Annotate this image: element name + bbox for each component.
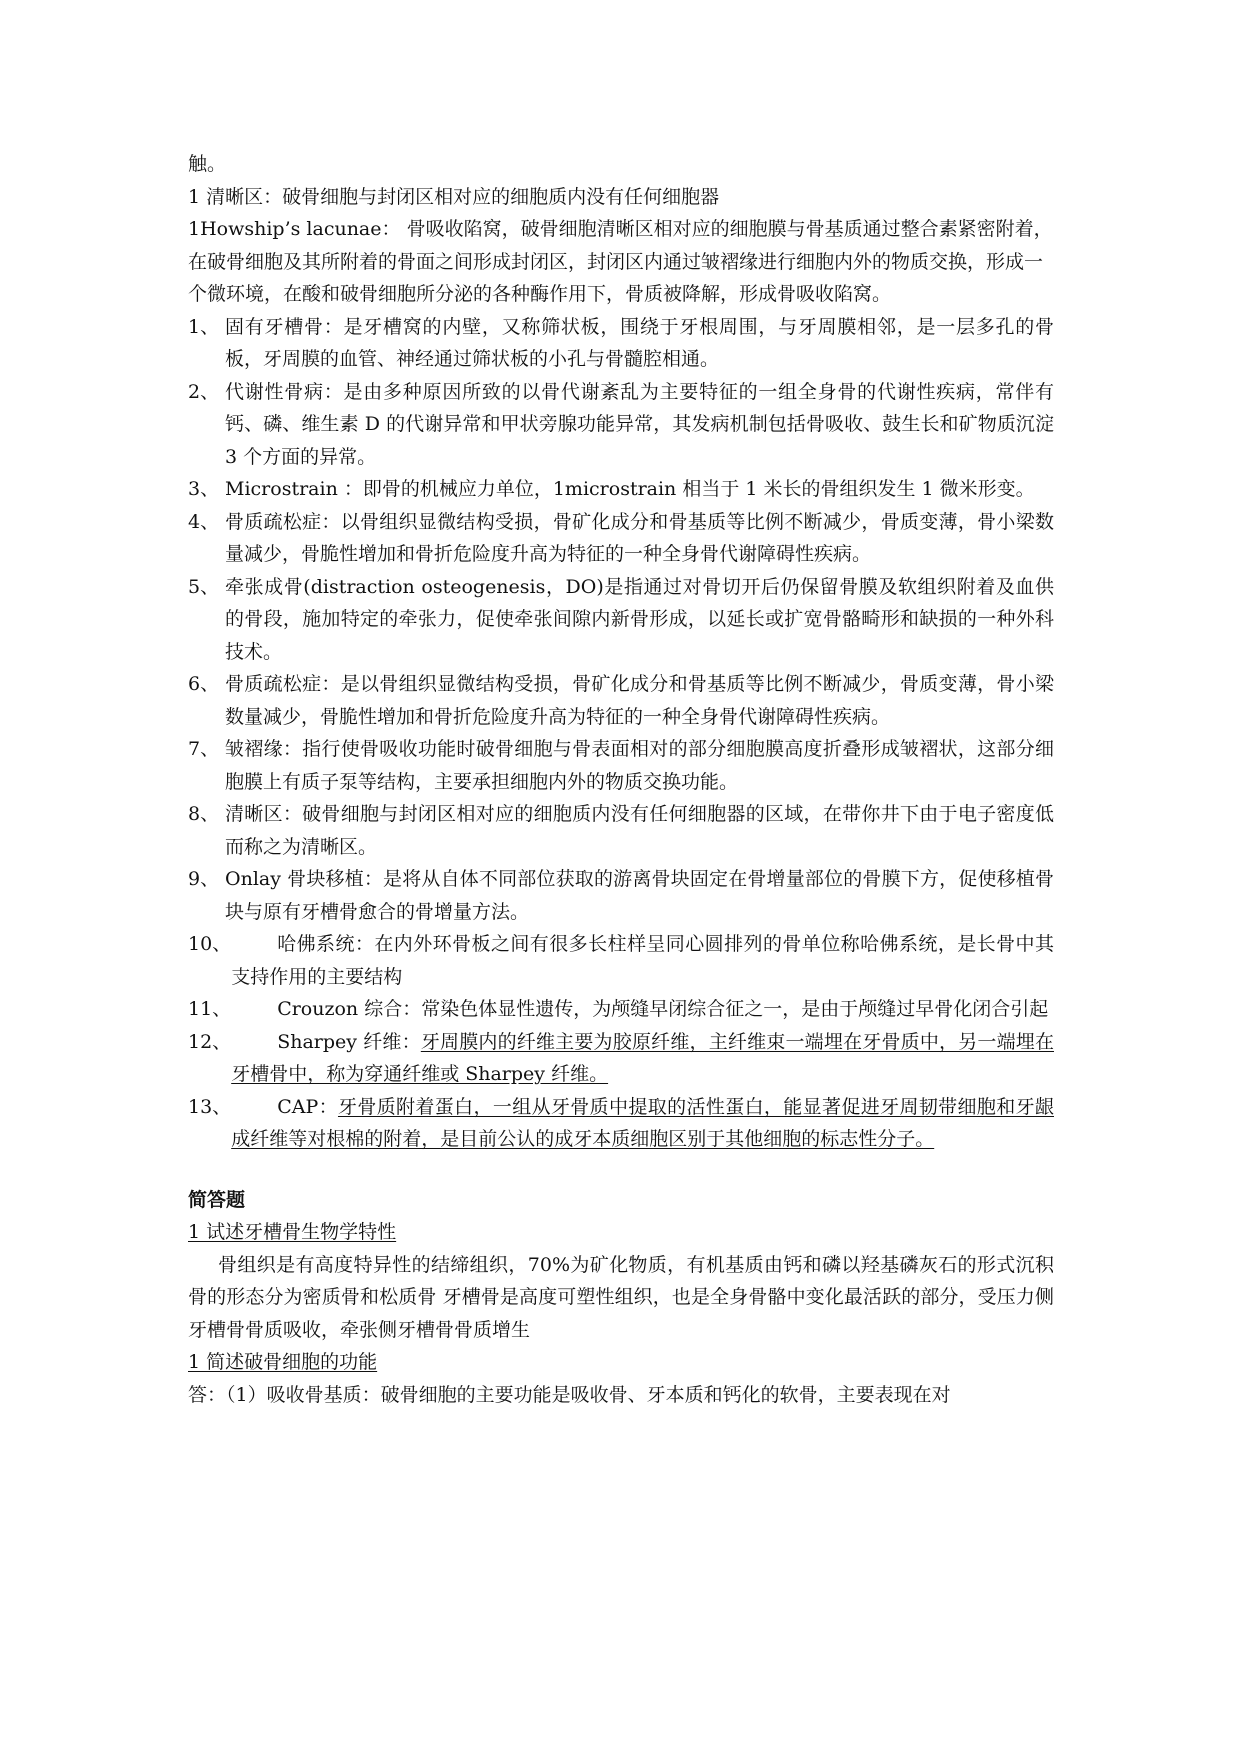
item-text: 清晰区：破骨细胞与封闭区相对应的细胞质内没有任何细胞器的区域，在带你井下由于电子密度低而称之为清晰区。 xyxy=(225,803,1054,858)
item-number: 7、 xyxy=(188,738,220,760)
item-number: 2、 xyxy=(188,380,220,403)
item-text: 皱褶缘：指行使骨吸收功能时破骨细胞与骨表面相对的部分细胞膜高度折叠形成皱褶状，这部分细胞膜上有质子泵等结构，主要承担细胞内外的物质交换功能。 xyxy=(225,738,1054,793)
item-text: 代谢性骨病：是由多种原因所致的以骨代谢紊乱为主要特征的一组全身骨的代谢性疾病，常伴有钙、磷、维生素 D 的代谢异常和甲状旁腺功能异常，其发病机制包括骨吸收、鼓生长和矿物质沉淀 3 个方面的异常。 xyxy=(225,380,1054,468)
item-desc: 在内外环骨板之间有很多长柱样呈同心圆排列的骨单位称哈佛系统，是长骨中其支持作用的主要结构 xyxy=(231,933,1054,988)
item-text: Microstrain ：即骨的机械应力单位，1microstrain 相当于 1 米长的骨组织发生 1 微米形变。 xyxy=(225,478,1035,500)
definition-item xyxy=(188,798,1054,863)
definition-item xyxy=(188,376,1054,474)
page-content xyxy=(188,148,1054,1411)
text-line: 触。 xyxy=(188,153,227,175)
question-title: 1 简述破骨细胞的功能 xyxy=(188,1351,378,1373)
item-lead: Crouzon 综合： xyxy=(277,998,422,1020)
item-text: 固有牙槽骨：是牙槽窝的内壁，又称筛状板，围绕于牙根周围，与牙周膜相邻，是一层多孔的骨板，牙周膜的血管、神经通过筛状板的小孔与骨髓腔相通。 xyxy=(225,315,1054,370)
item-number: 5、 xyxy=(188,575,220,598)
item-lead: 哈佛系统： xyxy=(277,933,375,955)
item-lead: CAP： xyxy=(277,1095,338,1118)
item-number: 8、 xyxy=(188,803,220,825)
term-label: 1Howship’s lacunae： xyxy=(188,218,401,240)
text-line: 1 清晰区：破骨细胞与封闭区相对应的细胞质内没有任何细胞器 xyxy=(188,185,720,208)
definition-item xyxy=(188,668,1054,733)
answer-paragraph: 答：（1）吸收骨基质：破骨细胞的主要功能是吸收骨、牙本质和钙化的软骨，主要表现在对 xyxy=(188,1383,951,1406)
item-text: 骨质疏松症：是以骨组织显微结构受损，骨矿化成分和骨基质等比例不断减少，骨质变薄，骨小梁数量减少，骨脆性增加和骨折危险度升高为特征的一种全身骨代谢障碍性疾病。 xyxy=(225,673,1054,728)
item-text xyxy=(231,993,1054,1026)
definition-item xyxy=(188,928,1054,993)
definition-item xyxy=(188,1091,1054,1156)
section-heading: 简答题 xyxy=(188,1188,246,1211)
item-number: 6、 xyxy=(188,673,220,695)
item-desc: 常染色体显性遗传，为颅缝早闭综合征之一，是由于颅缝过早骨化闭合引起 xyxy=(421,998,1049,1020)
item-text: Onlay 骨块移植：是将从自体不同部位获取的游离骨块固定在骨增量部位的骨膜下方，促使移植骨块与原有牙槽骨愈合的骨增量方法。 xyxy=(225,868,1054,923)
item-number: 10、 xyxy=(188,933,232,955)
item-number: 9、 xyxy=(188,868,220,890)
item-number: 12、 xyxy=(188,1030,232,1053)
answer-paragraph: 骨组织是有高度特异性的结缔组织，70%为矿化物质，有机基质由钙和磷以羟基磷灰石的形式沉积 骨的形态分为密质骨和松质骨 牙槽骨是高度可塑性组织，也是全身骨骼中变化最活跃的部分，受压力侧牙槽骨骨质吸收，牵张侧牙槽骨骨质增生 xyxy=(188,1253,1054,1341)
definition-item xyxy=(188,311,1054,376)
item-number: 13、 xyxy=(188,1095,232,1118)
item-text xyxy=(231,928,1054,993)
definition-item xyxy=(188,1026,1054,1091)
item-desc: 牙周膜内的纤维主要为胶原纤维，主纤维束一端埋在牙骨质中，另一端埋在牙槽骨中，称为穿通纤维或 Sharpey 纤维。 xyxy=(231,1030,1054,1085)
definition-item xyxy=(188,571,1054,669)
definition-item xyxy=(188,473,1054,506)
item-desc: 牙骨质附着蛋白，一组从牙骨质中提取的活性蛋白，能显著促进牙周韧带细胞和牙龈成纤维等对根棉的附着，是目前公认的成牙本质细胞区别于其他细胞的标志性分子。 xyxy=(231,1095,1054,1150)
item-number: 3、 xyxy=(188,478,220,500)
item-text: 骨质疏松症：以骨组织显微结构受损，骨矿化成分和骨基质等比例不断减少，骨质变薄，骨小梁数量减少，骨脆性增加和骨折危险度升高为特征的一种全身骨代谢障碍性疾病。 xyxy=(225,510,1054,565)
item-number: 11、 xyxy=(188,998,232,1020)
item-text xyxy=(231,1026,1054,1091)
question-title: 1 试述牙槽骨生物学特性 xyxy=(188,1221,397,1243)
item-lead: Sharpey 纤维： xyxy=(277,1030,421,1053)
item-number: 1、 xyxy=(188,315,220,338)
item-text: 牵张成骨(distraction osteogenesis，DO)是指通过对骨切开后仍保留骨膜及软组织附着及血供的骨段，施加特定的牵张力，促使牵张间隙内新骨形成，以延长或扩宽骨骼畸形和缺损的一种外科技术。 xyxy=(225,575,1054,663)
definition-item xyxy=(188,993,1054,1026)
howship-definition xyxy=(188,213,1054,311)
definition-item xyxy=(188,733,1054,798)
definition-item xyxy=(188,506,1054,571)
term-body: 骨吸收陷窝，破骨细胞清晰区相对应的细胞膜与骨基质通过整合素紧密附着，在破骨细胞及其所附着的骨面之间形成封闭区，封闭区内通过皱褶缘进行细胞内外的物质交换，形成一个微环境，在酸和破骨细胞所分泌的各种酶作用下，骨质被降解，形成骨吸收陷窝。 xyxy=(188,218,1053,305)
definition-item xyxy=(188,863,1054,928)
item-text xyxy=(231,1091,1054,1156)
item-number: 4、 xyxy=(188,510,220,533)
